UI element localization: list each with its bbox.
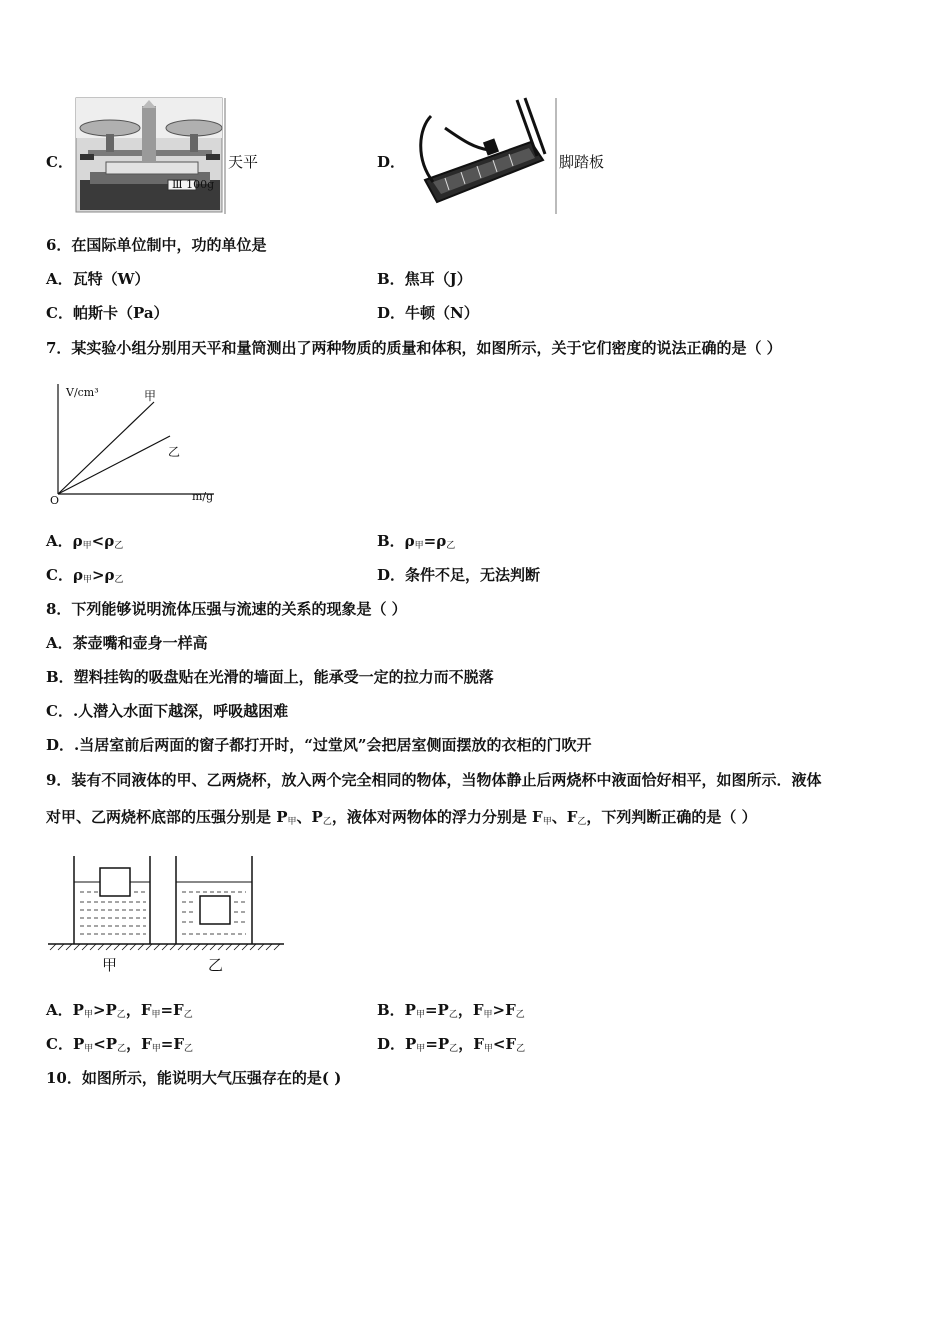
q5-option-d-caption: 脚踏板 [559,153,605,171]
graph-line1-label: 甲 [144,389,157,403]
q6-stem: 6．在国际单位制中，功的单位是 [46,236,267,254]
q5-option-c-caption: 天平 [228,153,259,171]
pedal-image [405,98,561,216]
q9-option-a: A．$P_甲>P_乙$，$F_甲=F_乙$ [46,1001,193,1020]
q9-option-c: C．$P_甲<P_乙$，$F_甲=F_乙$ [46,1035,194,1054]
graph-line-jia [58,402,154,494]
balance-scale-plate-text: Ⅲ 100g [172,178,215,191]
graph-y-label: V/cm³ [66,386,99,399]
graph-origin-label: O [50,494,60,507]
beaker-right-label: 乙 [208,956,224,974]
q5-option-d-label: D． [377,153,406,171]
q10-stem: 10．如图所示，能说明大气压强存在的是( ) [46,1069,342,1087]
beaker-left-label: 甲 [102,956,118,974]
q5-option-c-label: C． [46,153,73,171]
graph-line-yi [58,436,170,494]
q6-option-c: C．帕斯卡（Pa） [46,304,169,322]
q8-stem: 8．下列能够说明流体压强与流速的关系的现象是（ ） [46,600,407,618]
q8-option-b: B．塑料挂钩的吸盘贴在光滑的墙面上，能承受一定的拉力而不脱落 [46,668,494,686]
q7-density-graph [46,378,226,508]
q7-option-b: B．$\rho_甲=\rho_乙$ [377,532,456,551]
graph-x-label: m/g [192,490,214,503]
q9-beakers-figure [46,852,286,978]
q8-option-c: C．.人潜入水面下越深，呼吸越困难 [46,702,289,720]
q9-option-b: B．$P_甲=P_乙$，$F_甲>F_乙$ [377,1001,525,1020]
q7-option-c: C．$\rho_甲>\rho_乙$ [46,566,124,585]
balance-scale-image [76,98,228,214]
q7-option-a: A．$\rho_甲<\rho_乙$ [46,532,124,551]
q8-option-a: A．茶壶嘴和壶身一样高 [46,634,208,652]
q9-stem-line1: 9．装有不同液体的甲、乙两烧杯，放入两个完全相同的物体，当物体静止后两烧杯中液面恰好相平，如图所示．液体 [46,771,822,789]
q8-option-d: D．.当居室前后两面的窗子都打开时，“过堂风”会把居室侧面摆放的衣柜的门吹开 [46,736,592,754]
graph-line2-label: 乙 [168,445,181,459]
q6-option-a: A．瓦特（W） [46,270,150,288]
q6-option-b: B．焦耳（J） [377,270,472,288]
q9-option-d: D．$P_甲=P_乙$，$F_甲<F_乙$ [377,1035,526,1054]
q6-option-d: D．牛顿（N） [377,304,479,322]
q7-option-d: D．条件不足，无法判断 [377,566,541,584]
q9-stem-line2: 对甲、乙两烧杯底部的压强分别是 $P_甲$、$P_乙$，液体对两物体的浮力分别是 $F_甲$、$F_乙$，下列判断正确的是（ ） [46,808,757,827]
q7-stem: 7．某实验小组分别用天平和量筒测出了两种物质的质量和体积，如图所示，关于它们密度的说法正确的是（ ） [46,339,782,357]
